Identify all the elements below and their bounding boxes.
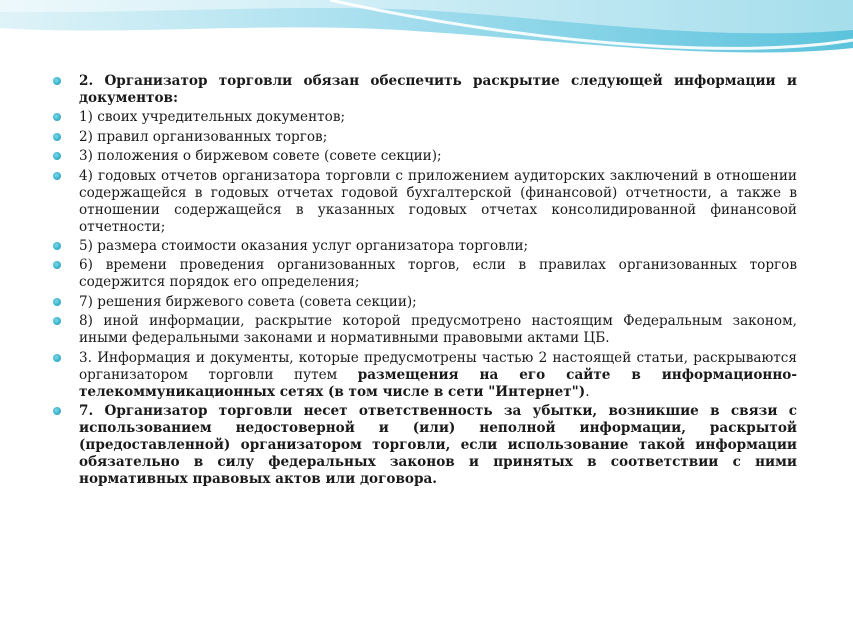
bullet-list: [50, 73, 797, 488]
list-item: [50, 350, 797, 401]
item-text: 4) годовых отчетов организатора торговли с приложением аудиторских заключений в отношении содержащейся в годовых отчетах годовой бухгалтерской (финансовой) отчетности, а также в отношении содержащейся в указанных годовых отчетах консолидированной финансовой отчетности;: [79, 167, 797, 235]
bullet-icon: [53, 172, 61, 180]
bullet-icon: [53, 242, 61, 250]
item-text: 2) правил организованных торгов;: [79, 128, 328, 145]
list-item: [50, 168, 797, 236]
item-text: 2. Организатор торговли обязан обеспечить раскрытие следующей информации и документов:: [79, 73, 797, 106]
bullet-icon: [53, 354, 61, 362]
item-text: 6) времени проведения организованных торгов, если в правилах организованных торгов содержится порядок его определения;: [79, 257, 797, 291]
list-item: [50, 238, 797, 255]
item-text: 5) размера стоимости оказания услуг организатора торговли;: [79, 237, 529, 254]
bullet-icon: [53, 133, 61, 141]
bullet-icon: [53, 407, 61, 415]
bullet-icon: [53, 317, 61, 325]
item-text-post: .: [585, 383, 590, 400]
item-text: 1) своих учредительных документов;: [79, 109, 346, 126]
list-item: [50, 403, 797, 488]
item-text: 8) иной информации, раскрытие которой предусмотрено настоящим Федеральным законом, иными федеральными законами и нормативными правовыми актами ЦБ.: [79, 313, 797, 347]
bullet-icon: [53, 152, 61, 160]
item-text-emphasis: размещения на его сайте в информационно-телекоммуникационных сетях (в том числе в сети "Интернет"): [79, 366, 797, 400]
text-content: [50, 73, 797, 490]
item-text-pre: 3. Информация и документы, которые предусмотрены частью 2 настоящей статьи, раскрываются организатором торговли путем: [79, 349, 797, 383]
list-item: [50, 109, 797, 126]
list-item: [50, 73, 797, 107]
bullet-icon: [53, 113, 61, 121]
list-item: [50, 294, 797, 311]
header-wave-decoration: [0, 0, 853, 80]
bullet-icon: [53, 77, 61, 85]
list-item: [50, 129, 797, 146]
item-text: 7. Организатор торговли несет ответственность за убытки, возникшие в связи с использованием недостоверной и (или) неполной информации, раскрытой (предоставленной) организатором торговли, если использование такой информации обязательно в силу федеральных законов и принятых в соответствии с ними нормативных правовых актов или договора.: [79, 402, 797, 487]
list-item: [50, 148, 797, 165]
list-item: [50, 257, 797, 291]
bullet-icon: [53, 298, 61, 306]
bullet-icon: [53, 261, 61, 269]
list-item: [50, 313, 797, 347]
item-text: 3) положения о биржевом совете (совете секции);: [79, 148, 442, 165]
item-text: 7) решения биржевого совета (совета секции);: [79, 293, 417, 310]
